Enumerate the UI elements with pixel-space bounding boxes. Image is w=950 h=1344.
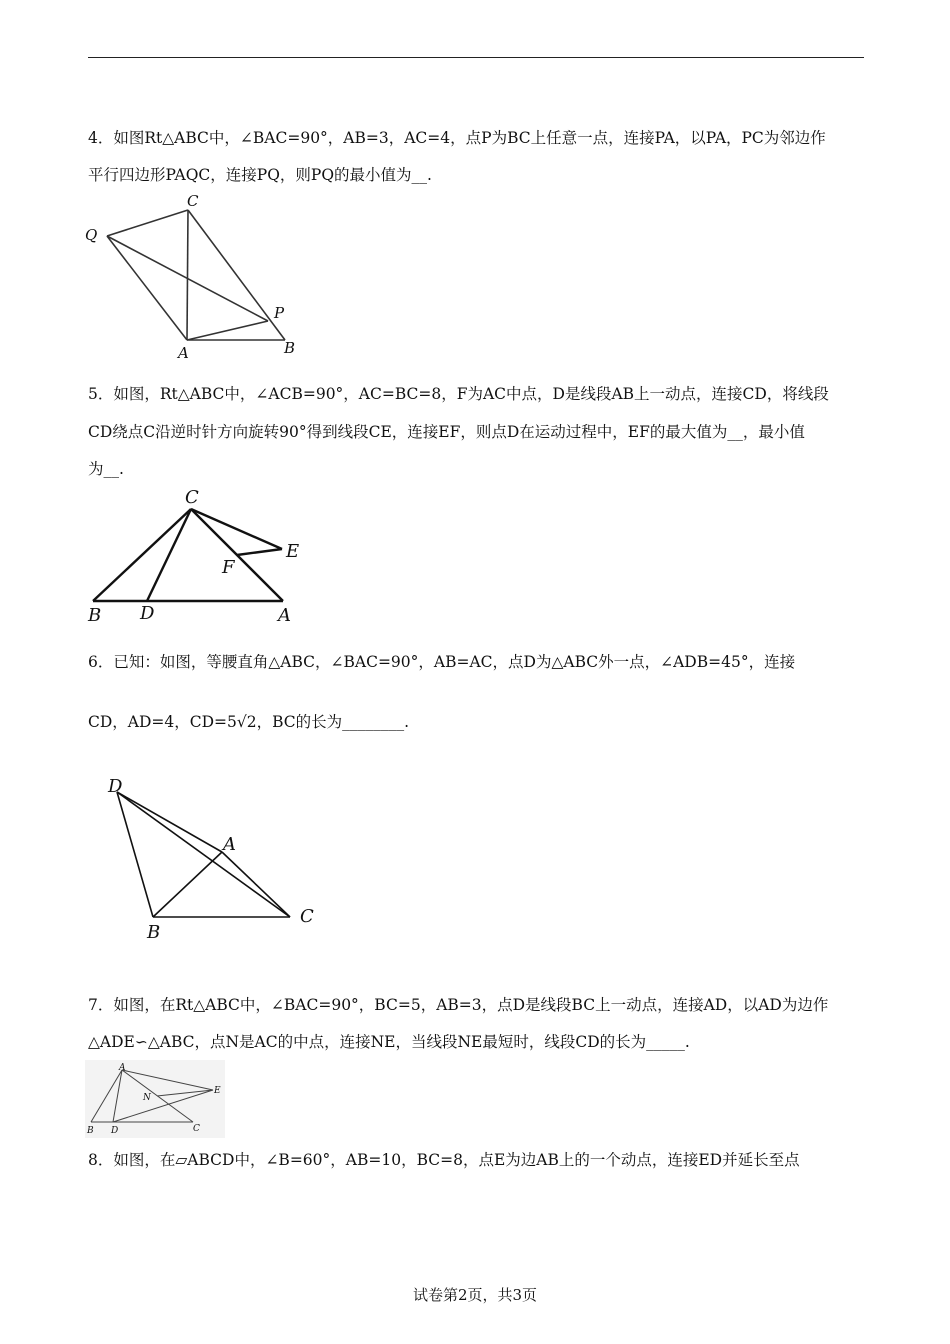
label-B: B — [87, 1126, 94, 1136]
label-F: F — [222, 557, 235, 578]
label-A: A — [178, 344, 189, 362]
segment-QA — [107, 236, 187, 340]
label-C: C — [185, 487, 199, 508]
problem-5-line-1: 5．如图，Rt△ABC中，∠ACB=90°，AC=BC=8，F为AC中点，D是线段AB上一动点，连接CD，将线段 — [88, 385, 829, 403]
problem-4-line-2: 平行四边形PAQC，连接PQ，则PQ的最小值为__. — [88, 166, 432, 184]
problem-5-line-3: 为__. — [88, 460, 124, 478]
problem-4-line-1: 4．如图Rt△ABC中，∠BAC=90°，AB=3，AC=4，点P为BC上任意一点，连接PA，以PA，PC为邻边作 — [88, 129, 826, 147]
segment-CA — [187, 210, 188, 340]
segment-FE — [237, 549, 282, 555]
figure-background — [85, 1060, 225, 1138]
label-E: E — [286, 541, 300, 562]
header-rule — [88, 57, 864, 58]
problem-6-line-1: 6．已知：如图，等腰直角△ABC，∠BAC=90°，AB=AC，点D为△ABC外一点，∠ADB=45°，连接 — [88, 653, 796, 671]
label-P: P — [274, 304, 285, 322]
label-A: A — [119, 1063, 126, 1073]
segment-DA — [117, 792, 222, 852]
label-B: B — [88, 605, 102, 626]
segment-CB — [188, 210, 285, 340]
segment-AP — [187, 321, 268, 340]
segment-DB — [117, 792, 153, 917]
label-B: B — [147, 922, 161, 943]
problem-7-line-1: 7．如图，在Rt△ABC中，∠BAC=90°，BC=5，AB=3，点D是线段BC上一动点，连接AD，以AD为边作 — [88, 996, 829, 1014]
label-A: A — [278, 605, 291, 626]
segment-QC — [107, 210, 188, 236]
label-D: D — [108, 776, 123, 797]
segment-BA — [153, 852, 222, 917]
label-E: E — [214, 1086, 221, 1096]
label-A: A — [223, 834, 236, 855]
segment-AC — [222, 852, 290, 917]
label-C: C — [193, 1124, 200, 1134]
problem-8-line-1: 8．如图，在▱ABCD中，∠B=60°，AB=10，BC=8，点E为边AB上的一个动点，连接ED并延长至点 — [88, 1151, 800, 1169]
segment-DC — [117, 792, 290, 917]
label-D: D — [111, 1126, 119, 1136]
problem-7-line-2: △ADE∽△ABC，点N是AC的中点，连接NE，当线段NE最短时，线段CD的长为_____. — [88, 1033, 690, 1051]
label-C: C — [187, 192, 199, 210]
problem-4-figure — [80, 188, 310, 363]
label-N: N — [143, 1093, 151, 1103]
problem-5-figure — [80, 485, 320, 630]
problem-6-line-2: CD，AD=4，CD=5√2，BC的长为________. — [88, 713, 410, 731]
page-footer: 试卷第2页，共3页 — [412, 1286, 538, 1304]
segment-CE — [191, 509, 282, 549]
label-Q: Q — [85, 226, 98, 244]
problem-6-figure — [95, 770, 335, 945]
problem-7-figure — [85, 1060, 225, 1138]
segment-CB — [93, 509, 191, 601]
problem-5-line-2: CD绕点C沿逆时针方向旋转90°得到线段CE，连接EF，则点D在运动过程中，EF的最大值为__，最小值 — [88, 423, 805, 441]
label-B: B — [284, 339, 296, 357]
label-C: C — [300, 906, 314, 927]
label-D: D — [140, 603, 155, 624]
segment-CD — [147, 509, 191, 601]
